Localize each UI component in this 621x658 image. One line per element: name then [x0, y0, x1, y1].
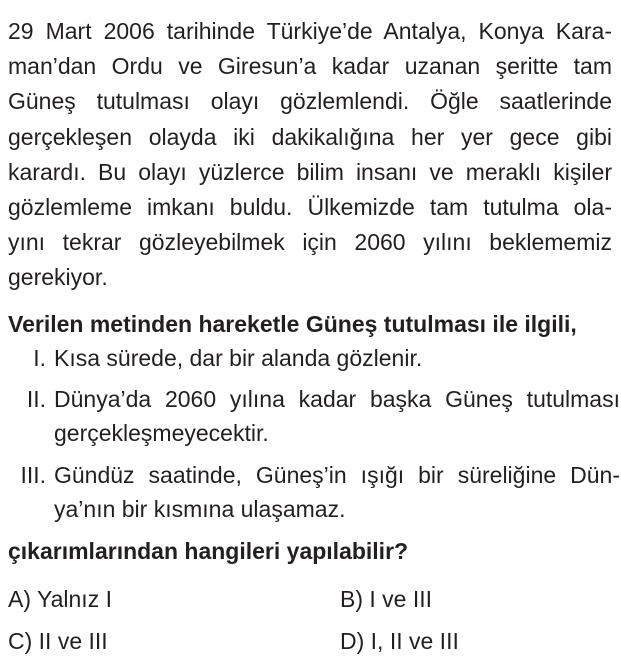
statement-text: [54, 458, 620, 526]
passage-line: man’dan Ordu ve Giresun’a kadar uzanan şeritte tam: [8, 53, 612, 80]
reading-passage: [8, 14, 612, 296]
statement-3: [8, 458, 620, 526]
passage-line: 29 Mart 2006 tarihinde Türkiye’de Antalya, Konya Kara-: [8, 18, 612, 44]
statement-line: Gündüz saatinde, Güneş’in ışığı bir süreliğine Dün-: [54, 462, 620, 488]
statement-numeral: I.: [33, 345, 46, 371]
statement-1: [8, 341, 620, 375]
passage-line: yını tekrar gözleyebilmek için 2060 yılını beklememiz: [8, 229, 612, 256]
option-d[interactable]: D) I, II ve III: [340, 628, 459, 654]
statement-line: ya’nın bir kısmına ulaşamaz.: [54, 496, 346, 522]
option-a[interactable]: A) Yalnız I: [8, 586, 112, 612]
passage-line: gerekiyor.: [8, 264, 108, 291]
statement-numeral: III.: [20, 462, 46, 488]
passage-line: karardı. Bu olayı yüzlerce bilim insanı ve meraklı kişiler: [8, 158, 612, 185]
statement-text: [54, 382, 620, 450]
passage-line: gözlemleme imkanı buldu. Ülkemizde tam tutulma ola-: [8, 194, 612, 221]
statement-line: Kısa sürede, dar bir alanda gözlenir.: [54, 345, 423, 371]
passage-line: Güneş tutulması olayı gözlemlendi. Öğle saatlerinde: [8, 88, 612, 115]
statement-2: [8, 382, 620, 450]
question-prompt: çıkarımlarından hangileri yapılabilir?: [8, 538, 409, 564]
statement-numeral: II.: [26, 386, 46, 412]
statement-line: gerçekleşmeyecektir.: [54, 420, 269, 446]
question-stem: Verilen metinden hareketle Güneş tutulması ile ilgili,: [8, 311, 577, 337]
passage-line: gerçekleşen olayda iki dakikalığına her yer gece gibi: [8, 123, 612, 150]
statement-line: Dünya’da 2060 yılına kadar başka Güneş tutulması: [54, 386, 620, 412]
option-c[interactable]: C) II ve III: [8, 628, 108, 654]
option-b[interactable]: B) I ve III: [340, 586, 433, 612]
statement-text: [54, 341, 620, 375]
